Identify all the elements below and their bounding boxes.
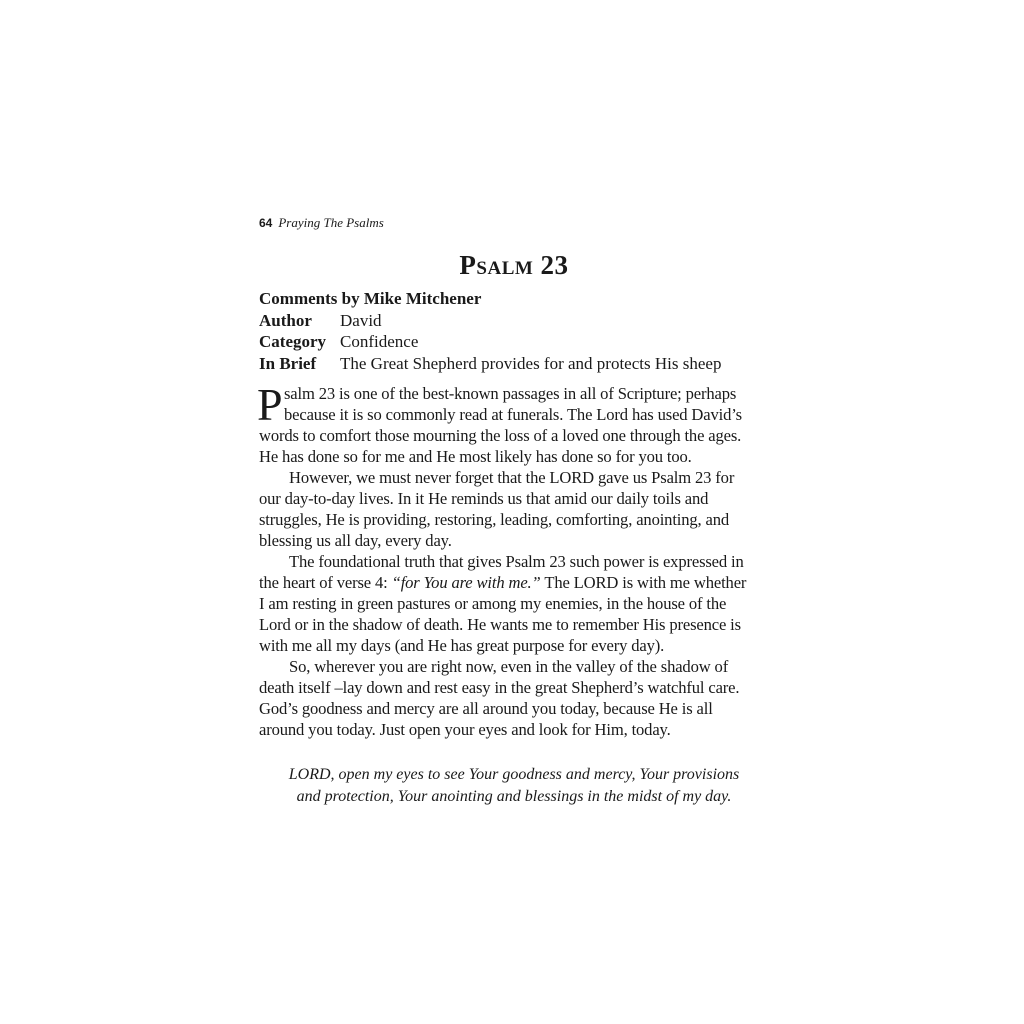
- text-line: He has done so for me and He most likely has done so for you too.: [259, 447, 692, 466]
- book-page: [259, 0, 769, 1024]
- text-line: So, wherever you are right now, even in the valley of the shadow of: [289, 657, 729, 676]
- paragraph-4: [259, 656, 769, 740]
- commentary-body: [257, 379, 769, 740]
- text-line: Lord or in the shadow of death. He wants me to remember His presence is: [259, 615, 741, 634]
- text-line: our day-to-day lives. In it He reminds us that amid our daily toils and: [259, 489, 709, 508]
- text-line: because it is so commonly read at funerals. The Lord has used David’s: [284, 405, 742, 424]
- drop-cap: P: [257, 379, 283, 430]
- byline: Comments by Mike Mitchener: [259, 289, 482, 308]
- text-run: the heart of verse 4:: [259, 573, 392, 592]
- text-line: [259, 572, 769, 593]
- text-line: The foundational truth that gives Psalm 23 such power is expressed in: [289, 552, 744, 571]
- category-row: [259, 331, 769, 353]
- inbrief-label: In Brief: [259, 353, 317, 373]
- inbrief-row: [259, 353, 769, 375]
- text-line: However, we must never forget that the LORD gave us Psalm 23 for: [289, 468, 735, 487]
- text-line: I am resting in green pastures or among my enemies, in the house of the: [259, 594, 727, 613]
- paragraph-1: [257, 379, 769, 467]
- author-value: David: [340, 310, 382, 330]
- prayer-line: and protection, Your anointing and blessings in the midst of my day.: [296, 787, 732, 805]
- author-label: Author: [259, 310, 312, 330]
- book-title: Praying The Psalms: [278, 215, 384, 230]
- closing-prayer: [259, 764, 769, 807]
- category-value: Confidence: [340, 332, 419, 351]
- category-label: Category: [259, 332, 327, 351]
- paragraph-3: [259, 551, 769, 656]
- text-line: salm 23 is one of the best-known passages in all of Scripture; perhaps: [284, 384, 737, 403]
- inbrief-value: The Great Shepherd provides for and protects His sheep: [340, 353, 722, 373]
- text-line: God’s goodness and mercy are all around you today, because He is all: [259, 699, 713, 718]
- text-line: struggles, He is providing, restoring, leading, comforting, anointing, and: [259, 510, 730, 529]
- verse-quote: “for You are with me.”: [391, 573, 541, 592]
- page-number: 64: [259, 216, 273, 230]
- text-line: around you today. Just open your eyes and look for Him, today.: [259, 720, 671, 739]
- page-title: Psalm 23: [459, 250, 569, 280]
- author-row: [259, 310, 769, 332]
- prayer-line: LORD, open my eyes to see Your goodness and mercy, Your provisions: [288, 766, 740, 783]
- running-head: [259, 214, 384, 232]
- paragraph-2: [259, 467, 769, 551]
- text-run: The LORD is with me whether: [540, 573, 747, 592]
- text-line: with me all my days (and He has great purpose for every day).: [259, 636, 665, 655]
- text-line: words to comfort those mourning the loss of a loved one through the ages.: [259, 426, 742, 445]
- psalm-metadata: [259, 288, 769, 374]
- text-line: blessing us all day, every day.: [259, 531, 452, 550]
- text-line: death itself –lay down and rest easy in the great Shepherd’s watchful care.: [259, 678, 740, 697]
